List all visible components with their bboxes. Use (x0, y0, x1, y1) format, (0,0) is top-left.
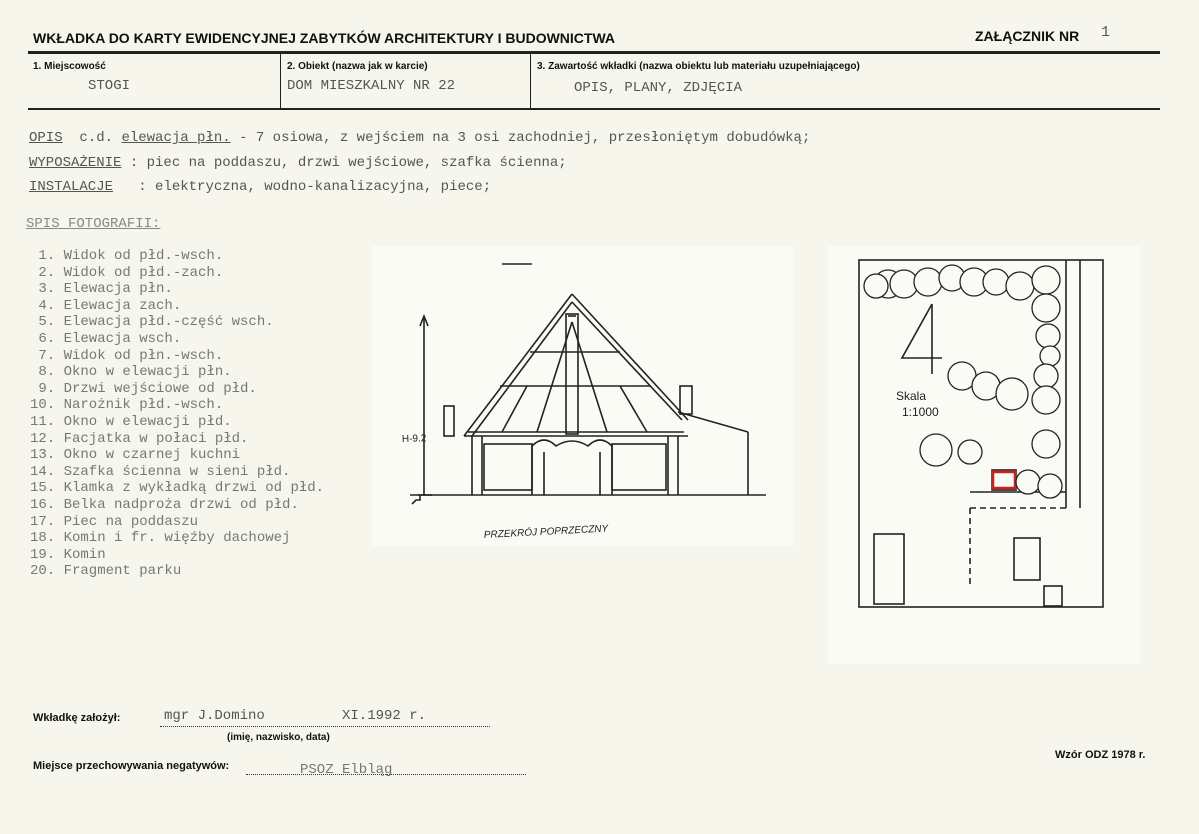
created-dotline (160, 726, 490, 727)
instalacje-text: : elektryczna, wodno-kanalizacyjna, piece; (138, 179, 492, 195)
trees (864, 265, 1062, 498)
field-divider-2 (530, 54, 531, 109)
scale-label: Skala (896, 389, 927, 403)
object-value: DOM MIESZKALNY NR 22 (287, 78, 456, 94)
photo-list-item: 12. Facjatka w połaci płd. (30, 430, 249, 447)
contents-label: 3. Zawartość wkładki (nazwa obiektu lub materiału uzupełniającego) (537, 61, 860, 72)
created-by: mgr J.Domino (164, 708, 265, 724)
photo-list-item: 17. Piec na poddaszu (30, 513, 199, 530)
created-hint: (imię, nazwisko, data) (227, 732, 330, 743)
contents-value: OPIS, PLANY, ZDJĘCIA (574, 80, 743, 96)
photo-list-item: 13. Okno w czarnej kuchni (30, 447, 241, 464)
fields-rule (28, 108, 1160, 110)
created-label: Wkładkę założył: (33, 712, 121, 724)
instalacje-line (29, 179, 491, 195)
photos-heading: SPIS FOTOGRAFII: (26, 216, 161, 232)
negatives-dotline (246, 774, 526, 775)
photo-list-item: 9. Drzwi wejściowe od płd. (30, 380, 257, 397)
form-id: Wzór ODZ 1978 r. (1055, 749, 1146, 761)
photo-list-item: 1. Widok od płd.-wsch. (30, 248, 224, 264)
photo-list-item: 14. Szafka ścienna w sieni płd. (30, 463, 291, 480)
locality-value: STOGI (88, 78, 131, 94)
created-date: XI.1992 r. (342, 708, 427, 724)
photo-list-item: 16. Belka nadproża drzwi od płd. (30, 496, 299, 513)
wyposazenie-line (29, 155, 567, 171)
photo-list-item: 5. Elewacja płd.-część wsch. (30, 314, 274, 331)
negatives-value: PSOZ Elbląg (300, 762, 393, 778)
height-label: H-9.2 (401, 433, 427, 445)
photo-list-item: 8. Okno w elewacji płn. (30, 364, 232, 381)
field-divider-1 (280, 54, 281, 109)
opis-label: OPIS (29, 130, 63, 146)
cross-section-drawing (372, 246, 794, 546)
photo-list-item: 7. Widok od płn.-wsch. (30, 347, 224, 364)
photo-list-item: 2. Widok od płd.-zach. (30, 264, 224, 281)
photo-list-item: 18. Komin i fr. więźby dachowej (30, 530, 291, 547)
header-rule (28, 51, 1160, 54)
negatives-label: Miejsce przechowywania negatywów: (33, 760, 230, 772)
photo-list-item: 11. Okno w elewacji płd. (30, 413, 232, 430)
photo-list (30, 248, 324, 580)
photo-list-item: 6. Elewacja wsch. (30, 330, 182, 347)
opis-line (29, 130, 810, 146)
section-drawing-panel (372, 246, 794, 546)
photo-list-item: 3. Elewacja płn. (30, 281, 173, 298)
opis-text: - 7 osiowa, z wejściem na 3 osi zachodniej, przesłoniętym dobudówką; (239, 130, 811, 146)
attachment-label: ZAŁĄCZNIK NR (975, 28, 1080, 44)
form-title: WKŁADKA DO KARTY EWIDENCYJNEJ ZABYTKÓW ARCHITEKTURY I BUDOWNICTWA (33, 30, 616, 46)
site-plan-panel (828, 246, 1140, 664)
photo-list-item: 15. Klamka z wykładką drzwi od płd. (30, 480, 325, 497)
site-plan-drawing (828, 246, 1140, 664)
scale-value: 1:1000 (902, 405, 939, 419)
wyposazenie-label: WYPOSAŻENIE (29, 155, 122, 171)
section-caption: PRZEKRÓJ POPRZECZNY (483, 523, 609, 541)
opis-cd: c.d. (79, 130, 114, 146)
photo-list-item: 19. Komin (30, 546, 106, 563)
house-marker (993, 472, 1015, 488)
wyposazenie-text: : piec na poddaszu, drzwi wejściowe, szafka ścienna; (129, 155, 567, 171)
photo-list-item: 20. Fragment parku (30, 563, 182, 580)
object-label: 2. Obiekt (nazwa jak w karcie) (287, 61, 428, 72)
photo-list-item: 4. Elewacja zach. (30, 297, 182, 314)
locality-label: 1. Miejscowość (33, 61, 106, 72)
photo-list-item: 10. Narożnik płd.-wsch. (30, 397, 224, 414)
instalacje-label: INSTALACJE (29, 179, 114, 195)
attachment-number: 1 (1101, 24, 1111, 41)
opis-elevation: elewacja płn. (121, 130, 231, 146)
